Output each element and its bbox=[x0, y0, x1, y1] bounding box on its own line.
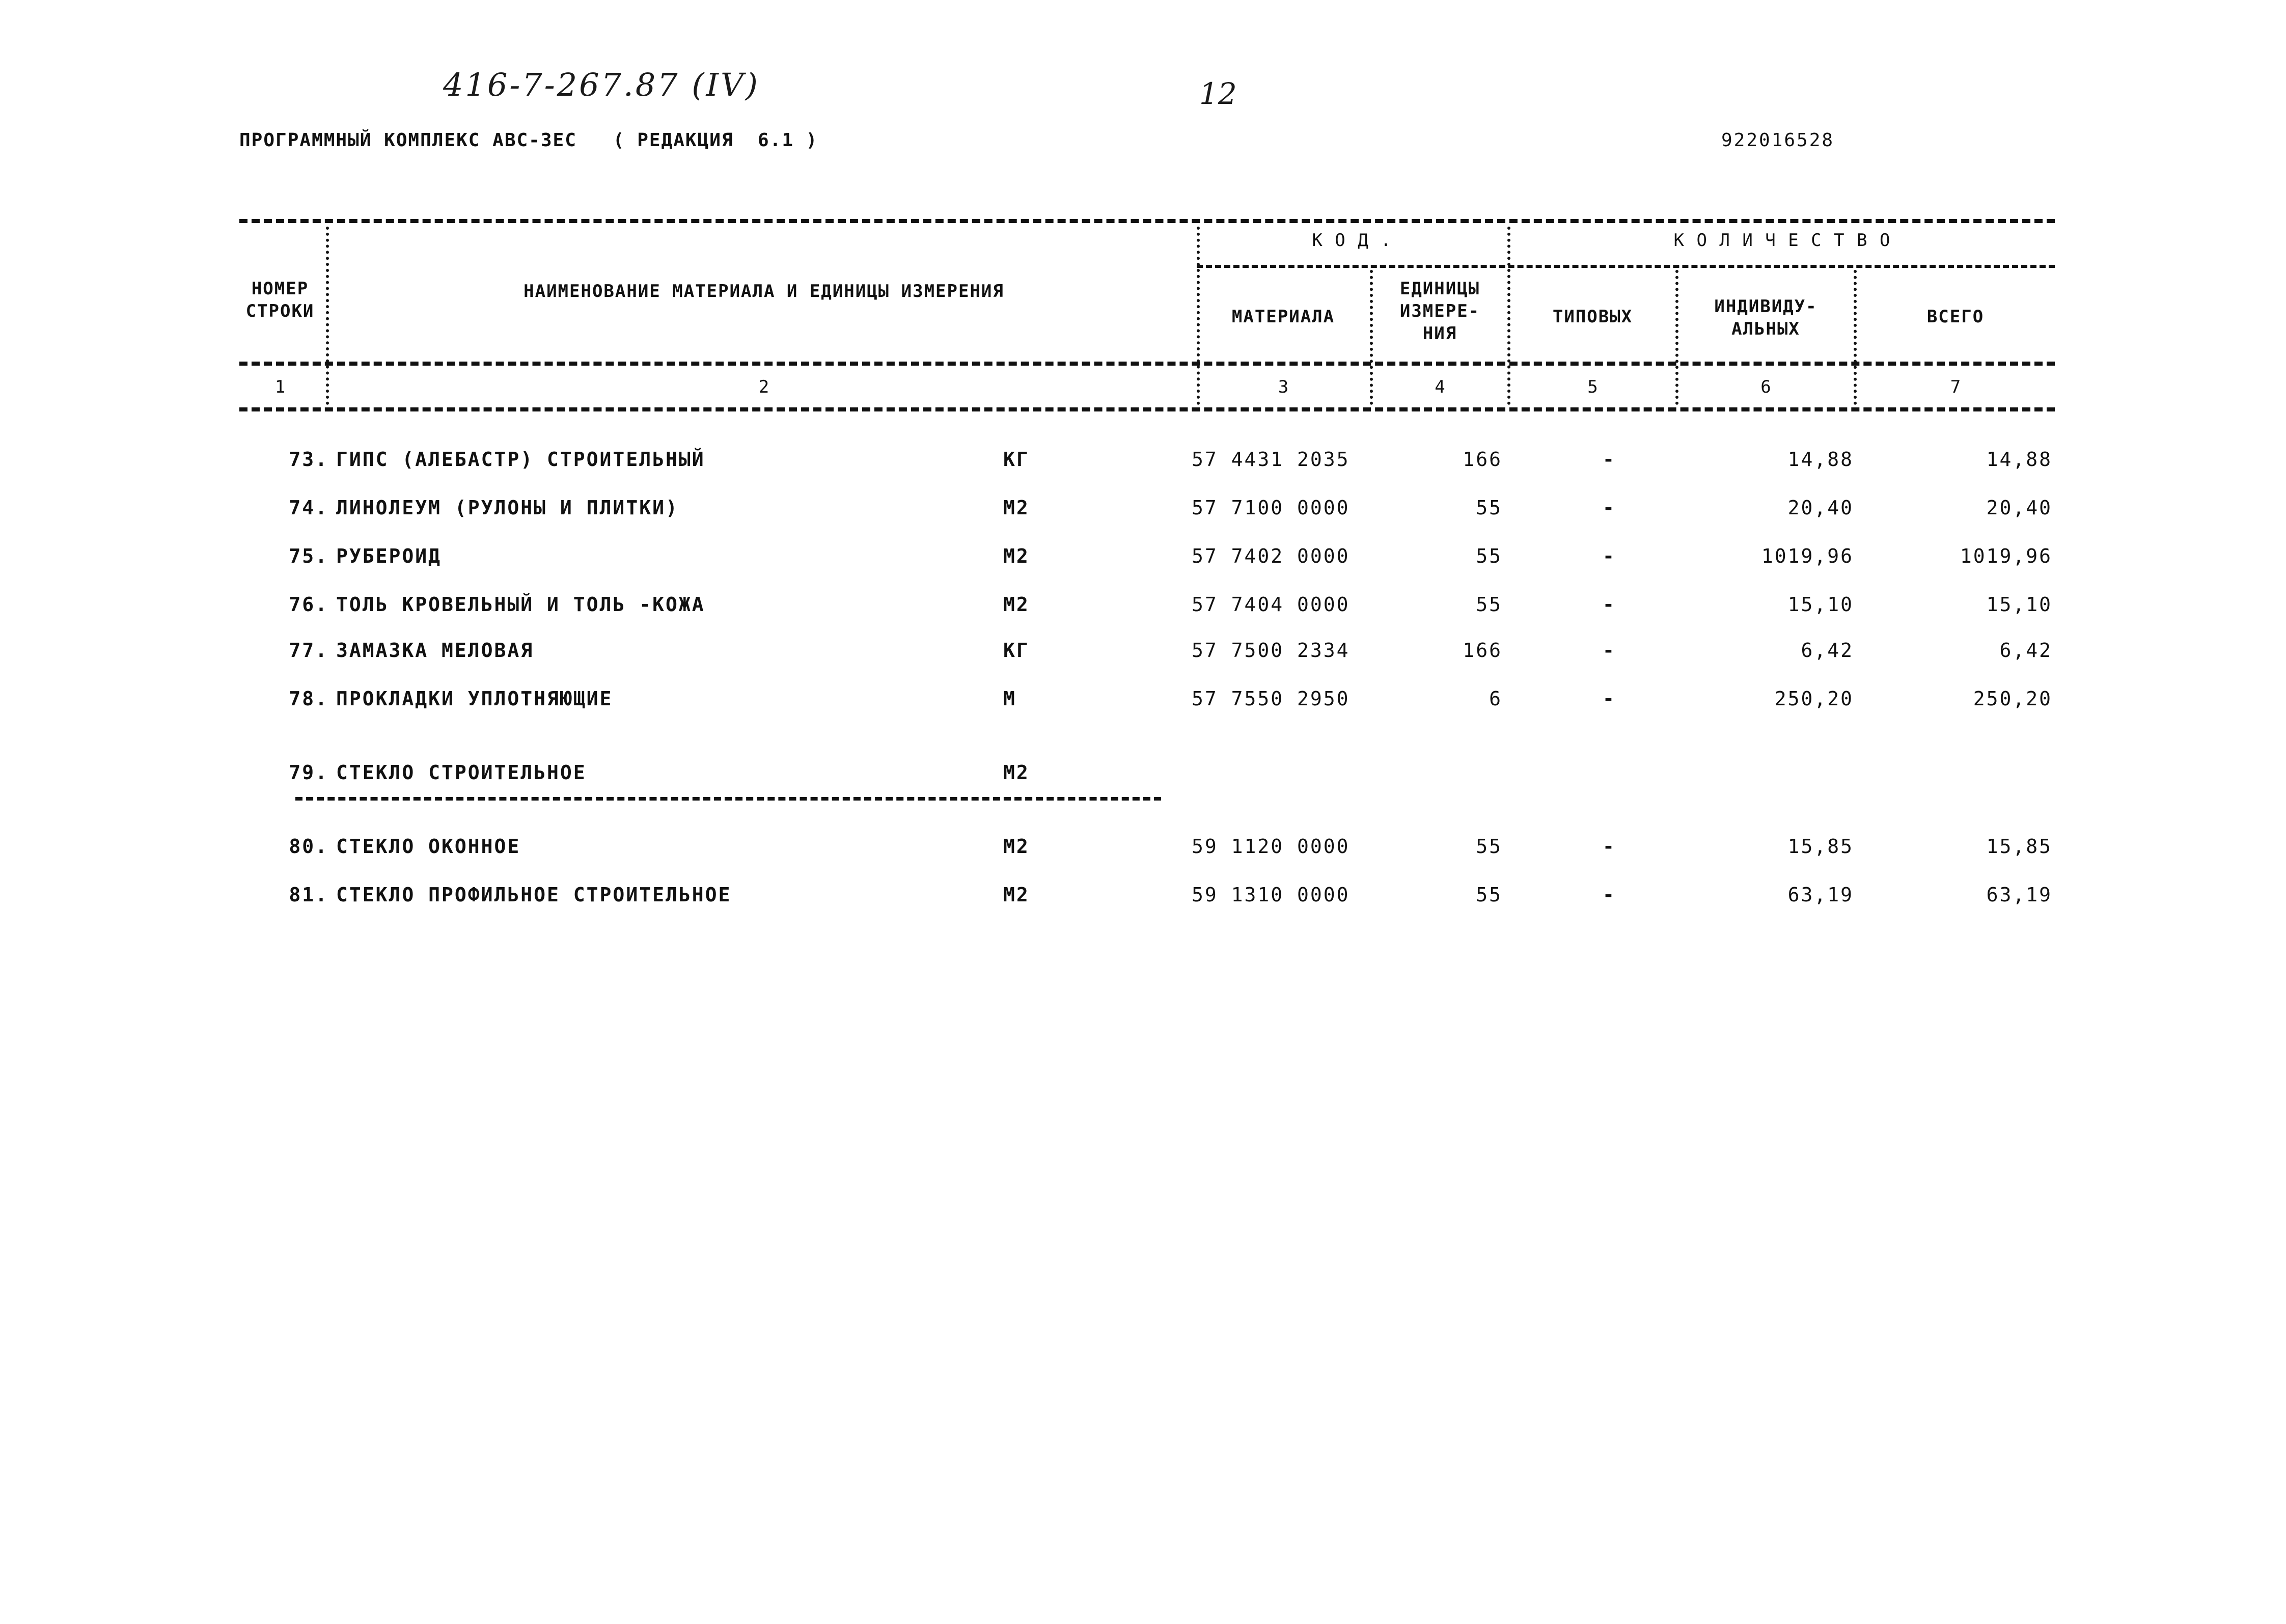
quantity-individual: 15,10 bbox=[1787, 593, 1854, 616]
header-quantity-typical: ТИПОВЫХ bbox=[1552, 307, 1633, 327]
unit-code: 166 bbox=[1463, 448, 1502, 471]
table-row bbox=[0, 545, 2286, 586]
unit-code: 55 bbox=[1476, 835, 1502, 858]
table-row bbox=[0, 593, 2286, 634]
table-row bbox=[0, 835, 2286, 876]
row-number: 77. bbox=[289, 639, 328, 662]
material-code: 59 1120 0000 bbox=[1192, 835, 1350, 858]
header-code-material: МАТЕРИАЛА bbox=[1231, 307, 1335, 327]
column-divider bbox=[1675, 270, 1678, 405]
quantity-typical: - bbox=[1603, 687, 1616, 710]
column-number: 5 bbox=[1587, 377, 1598, 397]
header-quantity-individual: ИНДИВИДУ- АЛЬНЫХ bbox=[1714, 296, 1817, 339]
table-row bbox=[0, 884, 2286, 924]
table-top-rule bbox=[239, 219, 2055, 223]
quantity-total: 1019,96 bbox=[1960, 545, 2052, 567]
material-name: ЛИНОЛЕУМ (РУЛОНЫ И ПЛИТКИ) bbox=[336, 497, 679, 519]
material-name: ТОЛЬ КРОВЕЛЬНЫЙ И ТОЛЬ -КОЖА bbox=[336, 593, 705, 616]
unit: М2 bbox=[1003, 835, 1030, 858]
table-row bbox=[0, 448, 2286, 489]
quantity-total: 15,10 bbox=[1986, 593, 2052, 616]
material-code: 57 7100 0000 bbox=[1192, 497, 1350, 519]
quantity-individual: 20,40 bbox=[1787, 497, 1854, 519]
column-divider bbox=[326, 227, 329, 405]
material-name: СТЕКЛО ОКОННОЕ bbox=[336, 835, 521, 858]
table-row bbox=[0, 687, 2286, 728]
handwritten-page-number: 12 bbox=[1199, 76, 1237, 111]
unit-code: 55 bbox=[1476, 545, 1502, 567]
material-code: 57 7402 0000 bbox=[1192, 545, 1350, 567]
header-code-unit: ЕДИНИЦЫ ИЗМЕРЕ- НИЯ bbox=[1399, 279, 1480, 344]
row-number: 76. bbox=[289, 593, 328, 616]
quantity-typical: - bbox=[1603, 639, 1616, 662]
quantity-total: 250,20 bbox=[1973, 687, 2052, 710]
quantity-total: 20,40 bbox=[1986, 497, 2052, 519]
column-number: 1 bbox=[274, 377, 286, 397]
quantity-individual: 6,42 bbox=[1801, 639, 1854, 662]
quantity-individual: 14,88 bbox=[1787, 448, 1854, 471]
row-number: 75. bbox=[289, 545, 328, 567]
material-name: ГИПС (АЛЕБАСТР) СТРОИТЕЛЬНЫЙ bbox=[336, 448, 705, 471]
unit-code: 6 bbox=[1489, 687, 1502, 710]
program-title: ПРОГРАММНЫЙ КОМПЛЕКС АВС-3ЕС ( РЕДАКЦИЯ 6.1 ) bbox=[239, 130, 818, 151]
quantity-total: 6,42 bbox=[1999, 639, 2052, 662]
row-number: 81. bbox=[289, 884, 328, 906]
header-quantity-total: ВСЕГО bbox=[1926, 307, 1985, 327]
row-number: 78. bbox=[289, 687, 328, 710]
row-number: 80. bbox=[289, 835, 328, 858]
quantity-individual: 250,20 bbox=[1774, 687, 1854, 710]
column-number: 2 bbox=[758, 377, 769, 397]
section-rule bbox=[295, 797, 1161, 801]
header-code-group: К О Д . bbox=[1312, 230, 1392, 251]
material-name: ЗАМАЗКА МЕЛОВАЯ bbox=[336, 639, 534, 662]
table-row bbox=[0, 761, 2286, 802]
header-bottom-rule bbox=[239, 362, 2055, 366]
unit-code: 55 bbox=[1476, 884, 1502, 906]
material-code: 57 7404 0000 bbox=[1192, 593, 1350, 616]
quantity-typical: - bbox=[1603, 835, 1616, 858]
handwritten-document-number: 416-7-267.87 (IV) bbox=[443, 66, 760, 103]
row-number: 79. bbox=[289, 761, 328, 784]
unit: М2 bbox=[1003, 761, 1030, 784]
table-row bbox=[0, 639, 2286, 680]
quantity-individual: 15,85 bbox=[1787, 835, 1854, 858]
material-code: 59 1310 0000 bbox=[1192, 884, 1350, 906]
unit: М2 bbox=[1003, 884, 1030, 906]
column-divider bbox=[1854, 270, 1857, 405]
unit: М2 bbox=[1003, 593, 1030, 616]
group-header-rule bbox=[1197, 265, 2055, 268]
unit: М bbox=[1003, 687, 1016, 710]
material-name: СТЕКЛО ПРОФИЛЬНОЕ СТРОИТЕЛЬНОЕ bbox=[336, 884, 732, 906]
table-row bbox=[0, 497, 2286, 537]
column-numbers-rule bbox=[239, 407, 2055, 411]
unit-code: 55 bbox=[1476, 593, 1502, 616]
material-name: РУБЕРОИД bbox=[336, 545, 442, 567]
column-number: 4 bbox=[1435, 377, 1445, 397]
quantity-individual: 1019,96 bbox=[1761, 545, 1854, 567]
header-row-number: НОМЕР СТРОКИ bbox=[245, 279, 315, 321]
quantity-typical: - bbox=[1603, 545, 1616, 567]
material-code: 57 7550 2950 bbox=[1192, 687, 1350, 710]
column-number: 3 bbox=[1278, 377, 1289, 397]
column-divider bbox=[1197, 227, 1200, 405]
program-id: 922016528 bbox=[1721, 130, 1835, 151]
material-code: 57 7500 2334 bbox=[1192, 639, 1350, 662]
quantity-total: 15,85 bbox=[1986, 835, 2052, 858]
column-number: 6 bbox=[1760, 377, 1771, 397]
unit: М2 bbox=[1003, 545, 1030, 567]
quantity-total: 63,19 bbox=[1986, 884, 2052, 906]
column-divider bbox=[1370, 270, 1373, 405]
unit: М2 bbox=[1003, 497, 1030, 519]
quantity-typical: - bbox=[1603, 497, 1616, 519]
column-number: 7 bbox=[1950, 377, 1961, 397]
quantity-total: 14,88 bbox=[1986, 448, 2052, 471]
unit: КГ bbox=[1003, 639, 1030, 662]
unit-code: 166 bbox=[1463, 639, 1502, 662]
unit: КГ bbox=[1003, 448, 1030, 471]
header-quantity-group: К О Л И Ч Е С Т В О bbox=[1673, 230, 1891, 251]
header-name: НАИМЕНОВАНИЕ МАТЕРИАЛА И ЕДИНИЦЫ ИЗМЕРЕНИЯ bbox=[524, 281, 1004, 301]
quantity-typical: - bbox=[1603, 884, 1616, 906]
quantity-typical: - bbox=[1603, 448, 1616, 471]
row-number: 74. bbox=[289, 497, 328, 519]
quantity-individual: 63,19 bbox=[1787, 884, 1854, 906]
quantity-typical: - bbox=[1603, 593, 1616, 616]
unit-code: 55 bbox=[1476, 497, 1502, 519]
row-number: 73. bbox=[289, 448, 328, 471]
material-name: ПРОКЛАДКИ УПЛОТНЯЮЩИЕ bbox=[336, 687, 613, 710]
material-code: 57 4431 2035 bbox=[1192, 448, 1350, 471]
material-name: СТЕКЛО СТРОИТЕЛЬНОЕ bbox=[336, 761, 587, 784]
column-divider bbox=[1507, 227, 1510, 405]
